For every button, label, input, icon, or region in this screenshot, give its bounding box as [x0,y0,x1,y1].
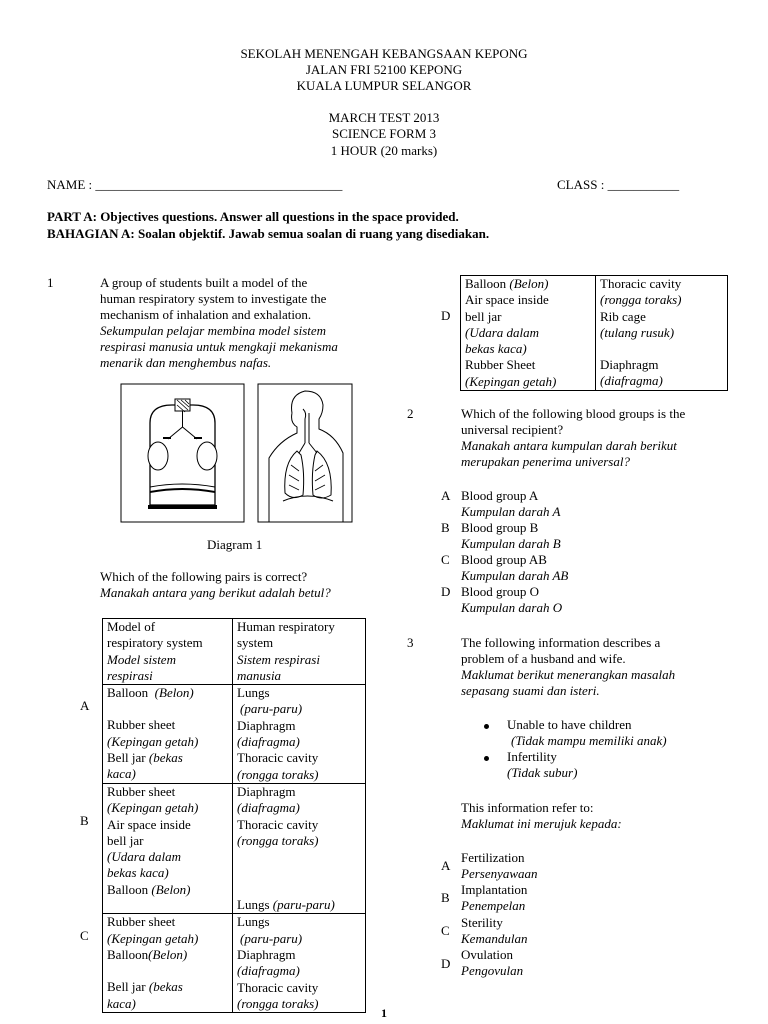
option-text-ms: Kumpulan darah B [461,536,561,551]
bullet-text-ms: (Tidak mampu memiliki anak) [511,733,667,748]
cell-text: Lungs [237,897,270,913]
bullet-icon [484,756,489,761]
cell-text: Bell jar [107,979,146,995]
list-item [484,717,667,733]
cell-text-ms: kaca) [107,995,136,1011]
cell-text-ms: (Udara dalam [107,849,182,865]
cell-text-ms: kaca) [107,766,136,782]
cell-text-ms: (rongga toraks) [237,766,319,782]
page-number: 1 [381,1006,387,1020]
option-text-ms: Persenyawaan [461,866,538,881]
cell-text-ms: (tulang rusuk) [600,324,675,340]
school-name: SEKOLAH MENENGAH KEBANGSAAN KEPONG [240,46,528,61]
q2-text-line: universal recipient? [461,422,564,437]
cell-text-ms: (Belon) [509,276,549,291]
option-text-ms: Pengovulan [461,963,524,978]
cell-text-ms: (Kepingan getah) [107,800,199,816]
cell-text-ms: bekas kaca) [465,341,527,357]
cell-text: Balloon [107,685,149,701]
q2-option-b[interactable] [441,520,568,536]
q3-option-b-letter[interactable]: B [441,890,450,905]
q1-text-ms-line: Sekumpulan pelajar membina model sistem [100,323,327,338]
header-cell-text: Human respiratory [237,619,335,634]
cell-text-ms: (Belon) [151,881,191,897]
option-text: Blood group B [461,520,539,535]
cell-text-ms: (bekas [148,750,183,766]
cell-text: Rubber sheet [107,717,176,733]
q2-option-a[interactable] [441,488,568,504]
q1-text-ms-line: menarik dan menghembus nafas. [100,355,272,370]
cell-text: Diaphragm [237,947,296,963]
q3-number: 3 [407,635,414,650]
header-cell-text-ms: Sistem respirasi [237,651,320,667]
cell-text: Balloon [465,276,507,291]
q3-option-c[interactable] [461,915,527,947]
table-row-option-c [103,914,366,1013]
table-row-option-a [103,685,366,784]
header-cell-text-ms: Model sistem [107,651,176,667]
human-respiratory-system-diagram [257,383,353,523]
subject-title: SCIENCE FORM 3 [331,126,437,141]
cell-text-ms: (paru-paru) [240,701,303,717]
option-text: Fertilization [461,850,525,865]
q3-bullet-list [484,717,667,781]
q3-option-a[interactable] [461,850,538,882]
cell-text: Thoracic cavity [237,750,319,766]
option-text: Blood group A [461,488,539,503]
cell-text: Rubber Sheet [465,357,536,373]
option-text-ms: Kumpulan darah A [461,504,561,519]
cell-text-ms: (Belon) [148,947,188,963]
part-a-instruction-ms: BAHAGIAN A: Soalan objektif. Jawab semua soalan di ruang yang disediakan. [47,226,490,241]
q2-text-ms-line: merupakan penerima universal? [461,454,630,469]
q1-text-line: human respiratory system to investigate the [100,291,327,306]
header-cell-text-ms: manusia [237,667,282,683]
school-address-1: JALAN FRI 52100 KEPONG [305,62,463,77]
cell-text: Lungs [237,914,270,930]
cell-text: Balloon [107,881,149,897]
q2-number: 2 [407,406,414,421]
q1-option-d-table [460,275,728,391]
cell-text: Rubber sheet [107,914,176,930]
q1-options-table [102,618,366,1013]
bullet-icon [484,724,489,729]
option-text-ms: Kemandulan [461,931,528,946]
q3-option-d-letter[interactable]: D [441,956,451,971]
cell-text-ms: (Belon) [154,685,194,701]
part-a-instruction: PART A: Objectives questions. Answer all questions in the space provided. [47,209,459,224]
cell-text: Bell jar [107,750,146,766]
cell-text: Thoracic cavity [237,816,319,832]
option-text-ms: Kumpulan darah AB [461,568,569,583]
cell-text-ms: (diafragma) [237,963,300,979]
q2-option-d[interactable] [441,584,568,600]
q3-text-line: The following information describes a [461,635,661,650]
q2-text-ms-line: Manakah antara kumpulan darah berikut [461,438,677,453]
cell-text-ms: (bekas [148,979,183,995]
cell-text-ms: (paru-paru) [240,930,303,946]
q2-text [461,406,685,470]
q3-text [461,635,675,699]
class-field[interactable]: CLASS : ___________ [557,177,680,192]
q3-text-line: problem of a husband and wife. [461,651,626,666]
header-cell-text: system [237,635,274,651]
q3-option-b[interactable] [461,882,527,914]
bell-jar-model-diagram [120,383,245,523]
cell-text-ms: (rongga toraks) [237,832,319,848]
cell-text: Rib cage [600,308,646,324]
q1-prompt: Which of the following pairs is correct? [100,569,308,584]
cell-text-ms: bekas kaca) [107,865,169,881]
test-title: MARCH TEST 2013 [328,110,440,125]
q3-refer-ms: Maklumat ini merujuk kepada: [461,816,622,831]
q2-option-c[interactable] [441,552,568,568]
cell-text-ms: (diafragma) [237,800,300,816]
cell-text-ms: (Kepingan getah) [107,930,199,946]
bullet-text: Infertility [507,749,557,764]
q3-option-a-letter[interactable]: A [441,858,451,873]
option-text-ms: Kumpulan darah O [461,600,563,615]
cell-text: Thoracic cavity [237,979,319,995]
q3-text-ms-line: sepasang suami dan isteri. [461,683,600,698]
cell-text: Thoracic cavity [600,276,682,291]
option-letter: A [441,488,451,503]
cell-text: Diaphragm [600,357,659,373]
q1-text [100,275,338,371]
q1-option-c-letter[interactable]: C [80,928,89,943]
option-text: Implantation [461,882,528,897]
diagram-1-caption: Diagram 1 [207,537,263,552]
cell-text: bell jar [465,308,502,324]
table-header-row [103,619,366,685]
header-cell-text-ms: respirasi [107,667,153,683]
q1-prompt-ms: Manakah antara yang berikut adalah betul? [100,585,331,600]
header-cell-text: respiratory system [107,635,203,651]
cell-text: Balloon [107,947,149,963]
option-text: Blood group O [461,584,539,599]
q1-text-line: mechanism of inhalation and exhalation. [100,307,312,322]
option-letter: C [441,552,450,567]
cell-text: Diaphragm [237,717,296,733]
q3-option-c-letter[interactable]: C [441,923,450,938]
q3-text-ms-line: Maklumat berikut menerangkan masalah [461,667,676,682]
cell-text-ms: (rongga toraks) [600,292,682,308]
q2-text-line: Which of the following blood groups is the [461,406,686,421]
table-row-option-d [461,276,728,391]
cell-text-ms: (Udara dalam [465,324,540,340]
cell-text: Air space inside [107,816,191,832]
name-field[interactable]: NAME : ______________________________________ [47,177,343,192]
q2-options [441,488,568,616]
option-letter: D [441,584,451,599]
bullet-text-ms: (Tidak subur) [507,765,578,780]
q3-refer: This information refer to: [461,800,594,815]
cell-text: Air space inside [465,292,549,308]
cell-text-ms: (diafragma) [600,373,663,389]
table-row-option-b [103,783,366,913]
cell-text: Rubber sheet [107,783,176,799]
option-text: Blood group AB [461,552,547,567]
list-item [484,749,667,765]
q3-option-d[interactable] [461,947,523,979]
school-address-2: KUALA LUMPUR SELANGOR [296,78,472,93]
cell-text-ms: (Kepingan getah) [465,373,557,389]
option-text: Ovulation [461,947,513,962]
q1-number: 1 [47,275,54,290]
cell-text: Diaphragm [237,783,296,799]
cell-text-ms: (paru-paru) [272,897,335,913]
cell-text: Lungs [237,685,270,701]
q1-text-line: A group of students built a model of the [100,275,308,290]
q1-option-d-letter[interactable]: D [441,308,451,323]
option-text-ms: Penempelan [461,898,526,913]
duration: 1 HOUR (20 marks) [330,143,438,158]
bullet-text: Unable to have children [507,717,632,732]
option-text: Sterility [461,915,503,930]
cell-text-ms: (Kepingan getah) [107,733,199,749]
cell-text-ms: (diafragma) [237,734,300,750]
q1-option-b-letter[interactable]: B [80,813,89,828]
q1-text-ms-line: respirasi manusia untuk mengkaji mekanisma [100,339,338,354]
q1-option-a-letter[interactable]: A [80,698,90,713]
option-letter: B [441,520,450,535]
header-cell-text: Model of [107,619,156,634]
cell-text-ms: (rongga toraks) [237,995,319,1011]
cell-text: bell jar [107,832,144,848]
